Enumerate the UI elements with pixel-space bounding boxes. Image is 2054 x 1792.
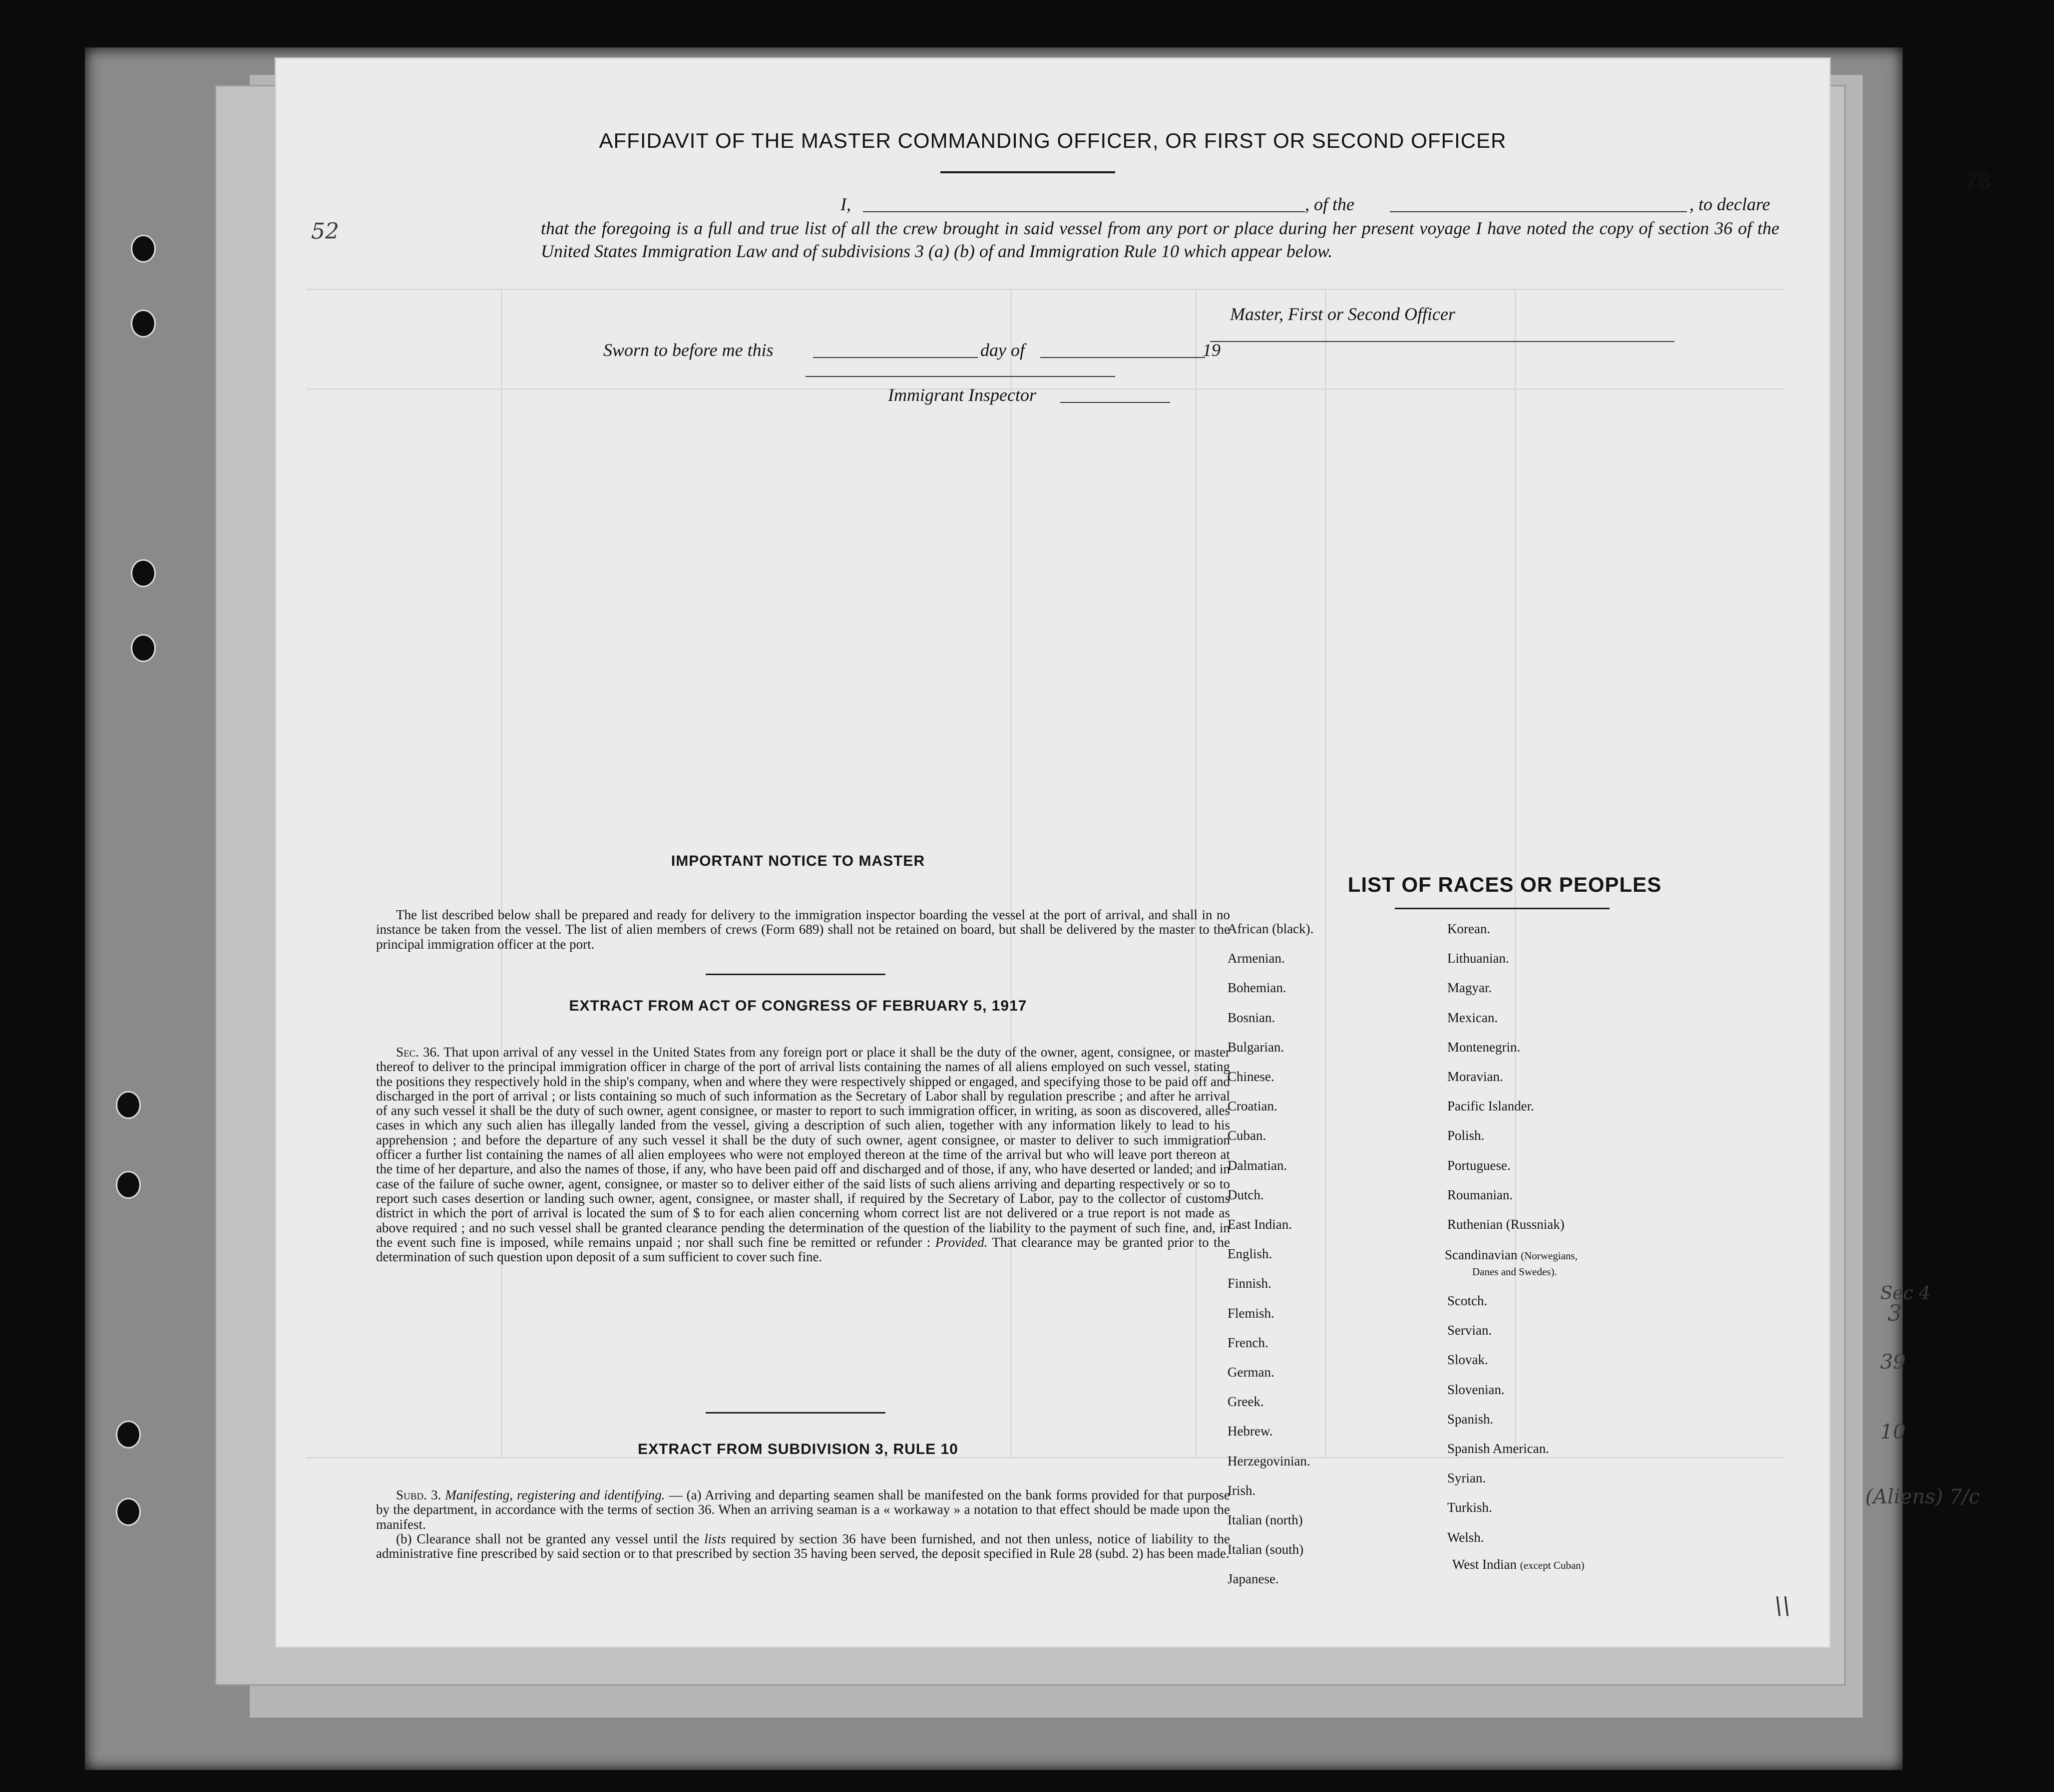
divider [940,171,1115,173]
race-scandinavian: Scandinavian [1445,1247,1518,1262]
binder-hole-icon [131,559,156,587]
race-west-indian: West Indian [1452,1557,1517,1572]
binder-hole-icon [116,1171,141,1199]
race-scandinavian-note: Danes and Swedes). [1472,1266,1557,1278]
race-item: Scotch. [1447,1293,1488,1308]
race-item: French. [1228,1335,1268,1350]
race-item: Roumanian. [1447,1187,1513,1202]
notice-heading: IMPORTANT NOTICE TO MASTER [671,853,925,869]
race-item: Portuguese. [1447,1157,1511,1173]
binder-hole-icon [131,310,156,338]
race-item: Finnish. [1228,1276,1271,1291]
race-scandinavian-note: (Norwegians, [1521,1250,1578,1262]
race-item: Slovenian. [1447,1382,1505,1397]
race-item: Polish. [1447,1128,1485,1143]
to-declare-label: , to declare [1689,194,1770,214]
race-item: Bohemian. [1228,980,1286,996]
rule-text-b1: Clearance shall not be granted any vessel until the [416,1531,700,1546]
race-item: Syrian. [1447,1470,1486,1486]
race-item: Flemish. [1228,1305,1274,1321]
race-item: Lithuanian. [1447,951,1509,966]
i-label: I, [840,194,851,214]
race-item: Greek. [1228,1394,1264,1410]
declaration-text: that the foregoing is a full and true list of all the crew brought in said vessel from any port or place during her present voyage I have noted the copy of section 36 of the United States Immigration Law and of subdivisions 3 (a) (b) of and Immigration Rule 10 which appear below. [541,218,1779,261]
margin-note: (Aliens) 7/c [1865,1485,1980,1508]
binder-hole-icon [116,1421,141,1448]
subd-title: Manifesting, registering and identifying. [445,1487,665,1502]
race-item: Croatian. [1228,1098,1277,1114]
race-item: Hebrew. [1228,1424,1273,1439]
race-item: Armenian. [1228,951,1285,966]
race-item: Bosnian. [1228,1010,1275,1025]
margin-note: 52 [311,219,339,244]
affidavit-title: AFFIDAVIT OF THE MASTER COMMANDING OFFICER, OR FIRST OR SECOND OFFICER [599,129,1507,152]
margin-note: Sec 4 [1880,1283,1931,1304]
sworn-day-field[interactable] [813,357,978,358]
race-item: Pacific Islander. [1447,1098,1534,1114]
race-item: Chinese. [1228,1069,1274,1084]
race-item: Dalmatian. [1228,1157,1287,1173]
rule-text-lists: lists [704,1531,726,1546]
ghost-table-col [501,289,502,1457]
race-item: Ruthenian (Russniak) [1447,1217,1565,1232]
rule-heading: EXTRACT FROM SUBDIVISION 3, RULE 10 [638,1441,958,1457]
day-of-label: day of [980,340,1025,360]
race-item: Welsh. [1447,1529,1484,1545]
inspector-signature-field[interactable] [806,376,1115,377]
race-item: Bulgarian. [1228,1039,1284,1055]
inspector-extra-field[interactable] [1060,402,1170,403]
binder-hole-icon [131,634,156,662]
margin-note: \\ [1774,1592,1791,1620]
proviso-text: That clearance may be granted prior to the determination of such question upon deposit of a sum sufficient to cover such fine. [376,1234,1231,1265]
race-item: Magyar. [1447,980,1492,996]
race-item: Spanish. [1447,1411,1494,1427]
divider [1395,908,1610,909]
race-item: Mexican. [1447,1010,1498,1025]
of-the-label: , of the [1305,194,1354,214]
subd-label: Subd. 3. [396,1487,441,1502]
vessel-name-field[interactable] [1390,211,1687,212]
race-item: Dutch. [1228,1187,1264,1202]
ghost-table-line [306,388,1784,390]
master-signature-field[interactable] [1210,341,1674,342]
sec-label: Sec. 36. [396,1045,440,1060]
ghost-table-col [1010,289,1012,1457]
race-item [1445,1247,1578,1279]
officer-name-field[interactable] [863,211,1305,212]
act-text [376,1045,1230,1264]
race-item: English. [1228,1246,1272,1262]
race-item: German. [1228,1365,1274,1380]
race-west-indian-note: (except Cuban) [1520,1559,1585,1571]
binder-hole-icon [116,1091,141,1119]
ghost-table-line [306,289,1784,290]
race-item [1452,1557,1585,1573]
races-title: LIST OF RACES OR PEOPLES [1347,873,1662,896]
act-heading: EXTRACT FROM ACT OF CONGRESS OF FEBRUARY 5, 1917 [569,998,1027,1014]
race-item: African (black). [1228,921,1314,936]
race-item: Moravian. [1447,1069,1503,1084]
margin-note: 39 [1880,1351,1906,1374]
year-prefix: 19 [1203,340,1221,360]
sworn-month-field[interactable] [1040,357,1205,358]
sworn-label: Sworn to before me this [603,340,774,360]
act-body: That upon arrival of any vessel in the United States from any foreign port or place it shall be the duty of the owner, agent, consignee, or master thereof to deliver to the principal immigration officer in charge of the port of arrival lists containing the names of all aliens employed on such vessel, stating the positions they respectively hold in the ship's company, when and where they were respectively shipped or engaged, and specifying those to be paid off and discharged in the port of arrival ; or lists containing so much of such information as the Secretary of Labor shall by regulation prescribe ; and after he arrival of any such vessel it shall be the duty of such owner, agent consignee, or master to report to such immigration officer, in writing, as soon as discovered, alles cases in which any such alien has illegally landed from the vessel, giving a description of such alien, together with any information likely to lead to his apprehension ; and before the departure of any such vessel it shall be the duty of such owner, agent consignee, or master to deliver to such immigration officer a further list containing the names of all alien employees who were not employed thereon at the time of the arrival but who will leave port thereon at the time of her departure, and also the names of those, if any, who have been paid off and discharged and of those, if any, who have deserted or landed; and in case of the failure of suche owner, agent, consignee, or master so to deliver either of the said lists of such aliens arriving and departing respectively or so to report such cases desertion or landing such owner, agent, consignee, or master shall, if required by the Secretary of Labor, pay to the collector of customs district in which the port of arrival is located the sum of $ to for each alien concerning whom correct list are not delivered or a true report is not made as above required ; and no such vessel shall be granted clearance pending the determination of the question of the liability to the payment of such fine, and, in the event such fine is imposed, while remains unpaid ; nor shall such fine be remitted or refunder : [376,1045,1231,1250]
page-number: 78 [1965,168,1991,194]
divider [706,1412,885,1414]
rule-text-b2: required by section 36 have been furnished, and not then unless, notice of liability to the administrative fine prescribed by said section or to that prescribed by section 35 having been served, the deposit specified in Rule 28 (subd. 2) has been made. [376,1531,1230,1561]
proviso-label: Provided. [935,1234,988,1250]
race-item: Italian (north) [1228,1512,1303,1527]
margin-note: 10 [1880,1421,1906,1443]
race-item: Cuban. [1228,1128,1266,1143]
master-signature-label: Master, First or Second Officer [1230,304,1455,324]
binder-hole-icon [131,235,156,263]
race-item: Irish. [1228,1482,1256,1498]
race-item: Slovak. [1447,1352,1488,1368]
race-item: Turkish. [1447,1500,1492,1515]
race-item: East Indian. [1228,1217,1292,1232]
race-item: Italian (south) [1228,1542,1304,1557]
affidavit-sheet [275,57,1831,1648]
race-item: Korean. [1447,921,1491,936]
rule-text-a: — (a) Arriving and departing seamen shall be manifested on the bank forms provided for that purpose by the department, in accordance with the terms of section 36. When an arriving seaman is a « workaway » a notation to that effect should be made upon the manifest. [376,1487,1230,1532]
rule-text [376,1488,1230,1561]
race-item: Servian. [1447,1323,1492,1338]
notice-text: The list described below shall be prepared and ready for delivery to the immigration inspector boarding the vessel at the port of arrival, and shall in no instance be taken from the vessel. The list of alien members of crews (Form 689) shall not be retained on board, but shall be delivered by the master to the principal immigration officer at the port. [376,907,1230,952]
inspector-label: Immigrant Inspector [888,385,1036,405]
binder-hole-icon [116,1498,141,1526]
ghost-table-col [1195,289,1197,1457]
margin-note: 3 [1888,1301,1902,1326]
divider [706,974,885,975]
rule-b-label: (b) [396,1531,412,1546]
race-item: Herzegovinian. [1228,1453,1310,1468]
race-item: Montenegrin. [1447,1039,1521,1055]
race-item: Spanish American. [1447,1441,1549,1456]
race-item: Japanese. [1228,1571,1279,1587]
